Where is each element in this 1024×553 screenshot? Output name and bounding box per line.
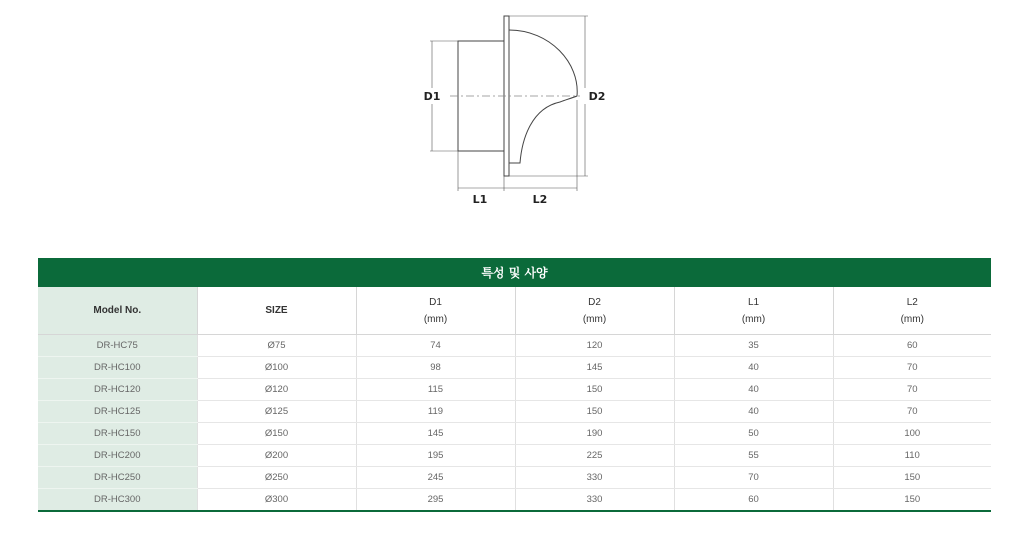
header-label: D1 [429, 296, 442, 308]
cell-l2: 70 [833, 357, 991, 379]
table-row [38, 467, 991, 489]
header-label: L2 [906, 296, 918, 308]
cell-d1: 245 [356, 467, 515, 489]
l1-label: L1 [472, 193, 488, 206]
cell-model-no: DR-HC100 [38, 357, 197, 379]
product-dimension-diagram [420, 8, 620, 213]
table-row [38, 489, 991, 512]
cell-size: Ø120 [197, 379, 356, 401]
table-row [38, 445, 991, 467]
cell-d1: 115 [356, 379, 515, 401]
header-d1 [356, 287, 515, 335]
cell-l1: 60 [674, 489, 833, 512]
spec-title: 특성 및 사양 [38, 258, 991, 287]
header-unit: (mm) [741, 313, 766, 325]
cell-model-no: DR-HC250 [38, 467, 197, 489]
cell-d2: 330 [515, 467, 674, 489]
table-row [38, 379, 991, 401]
spec-section [38, 258, 991, 512]
cell-d1: 195 [356, 445, 515, 467]
cell-d1: 295 [356, 489, 515, 512]
cell-l1: 40 [674, 401, 833, 423]
header-label: Model No. [93, 305, 142, 316]
cell-size: Ø75 [197, 335, 356, 357]
cell-d1: 145 [356, 423, 515, 445]
cell-l2: 60 [833, 335, 991, 357]
cell-l2: 70 [833, 401, 991, 423]
header-l2 [833, 287, 991, 335]
cell-size: Ø100 [197, 357, 356, 379]
cell-l2: 70 [833, 379, 991, 401]
d1-label: D1 [423, 90, 441, 103]
cell-d2: 330 [515, 489, 674, 512]
header-l1 [674, 287, 833, 335]
cell-model-no: DR-HC300 [38, 489, 197, 512]
cell-l1: 55 [674, 445, 833, 467]
header-d2 [515, 287, 674, 335]
cell-size: Ø150 [197, 423, 356, 445]
header-unit: (mm) [582, 313, 607, 325]
cell-size: Ø200 [197, 445, 356, 467]
table-row [38, 401, 991, 423]
cell-model-no: DR-HC125 [38, 401, 197, 423]
header-size [197, 287, 356, 335]
cell-l1: 50 [674, 423, 833, 445]
cell-d2: 145 [515, 357, 674, 379]
hood-curve-outline [509, 30, 577, 163]
duct-pipe-outline [458, 41, 504, 151]
cell-model-no: DR-HC200 [38, 445, 197, 467]
cell-l2: 100 [833, 423, 991, 445]
header-label: D2 [588, 296, 601, 308]
cell-l2: 150 [904, 494, 921, 505]
header-label: SIZE [265, 305, 288, 316]
hood-cap-drawing [420, 8, 620, 213]
cell-d1: 98 [356, 357, 515, 379]
cell-d2: 150 [515, 401, 674, 423]
cell-size: Ø300 [197, 489, 356, 512]
cell-l1: 40 [674, 357, 833, 379]
cell-model-no: DR-HC75 [38, 335, 197, 357]
table-row [38, 423, 991, 445]
cell-d2: 120 [515, 335, 674, 357]
cell-size: Ø125 [197, 401, 356, 423]
cell-l2: 150 [833, 467, 991, 489]
spec-table [38, 287, 991, 512]
cell-model-no: DR-HC150 [38, 423, 197, 445]
cell-d1: 74 [356, 335, 515, 357]
table-row [38, 335, 991, 357]
spec-table-body [38, 335, 991, 512]
cell-l1: 35 [674, 335, 833, 357]
cell-d2: 150 [515, 379, 674, 401]
l2-label: L2 [532, 193, 548, 206]
cell-d2: 190 [515, 423, 674, 445]
cell-d2: 225 [515, 445, 674, 467]
cell-l1: 40 [674, 379, 833, 401]
spec-header-row [38, 287, 991, 335]
cell-size: Ø250 [197, 467, 356, 489]
cell-l1: 70 [674, 467, 833, 489]
table-row [38, 357, 991, 379]
header-unit: (mm) [423, 313, 448, 325]
cell-model-no: DR-HC120 [38, 379, 197, 401]
header-label: L1 [747, 296, 760, 308]
header-model-no [38, 287, 197, 335]
header-unit: (mm) [900, 313, 924, 325]
d2-label: D2 [588, 90, 606, 103]
cell-l2: 110 [833, 445, 991, 467]
cell-d1: 119 [356, 401, 515, 423]
